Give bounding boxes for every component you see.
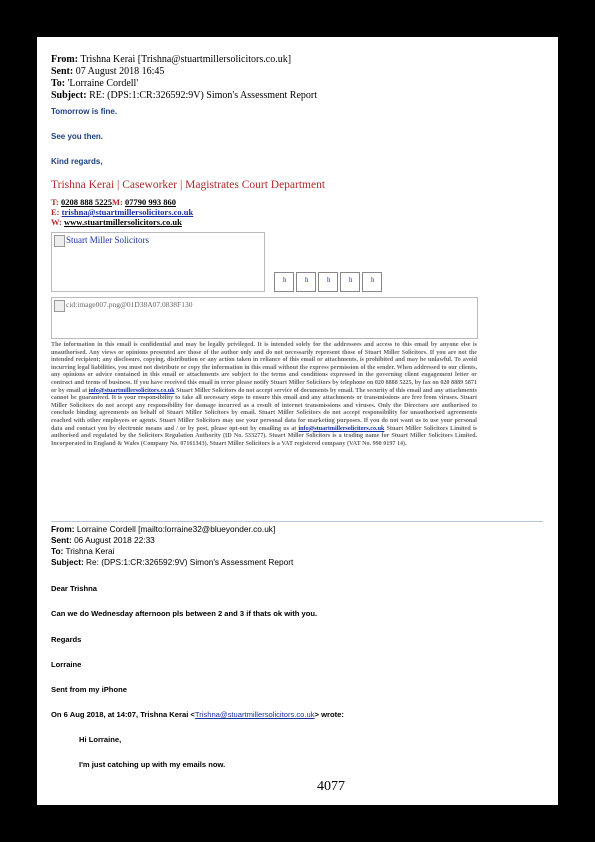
to-label: To:	[51, 78, 66, 89]
disclaimer-text-b: Stuart Miller Solicitors do not accept service of documents by email. The security of this email and any attachments cannot be guaranteed. It is your responsibility to take all necessary steps to ensure this email and any attachments or transmissions are free from viruses. Stuart Miller Solicitors do not accept any responsibility for damage incurred as a result of internet transmissions and viruses. Only the Directors are authorised to conclude binding agreements on behalf of Stuart Miller Solicitors by email. Stuart Miller Solicitors do not accept responsibility for unauthorised agreements reached with other employees or agents. Stuart Miller Solicitors may use your personal data for marketing purposes. If you do not want us to use your personal data and contact you by electronic means and / or by post, please opt-out by emailing us at	[51, 387, 477, 432]
quoted-intro	[51, 710, 344, 719]
social-alt-1: h	[283, 276, 287, 284]
subject-value: Re: (DPS:1:CR:326592:9V) Simon's Assessment Report	[86, 557, 294, 567]
disclaimer-email-link-1[interactable]: info@stuartmillersolicitors.co.uk	[88, 387, 175, 394]
signature-phone-line	[51, 197, 176, 207]
disclaimer-text-c: Stuart Miller Solicitors Limited is authorised and regulated by the Solicitors Regulation Authority (ID No. 533277). Stuart Miller Solicitors is a trading name for Stuart Miller Solicitors Limited. Incorporated in England & Wales (Company No. 07161343). Stuart Miller Solicitors is a VAT registered company (VAT No. 990 0197 14).	[51, 425, 478, 447]
email1-line1: Tomorrow is fine.	[51, 107, 118, 116]
page-number: 4077	[317, 779, 345, 794]
email2-body: Can we do Wednesday afternoon pls between 2 and 3 if thats ok with you.	[51, 609, 318, 618]
phone-label: T:	[51, 197, 59, 207]
web-link[interactable]: www.stuartmillersolicitors.co.uk	[64, 217, 182, 227]
sent-value: 06 August 2018 22:33	[74, 535, 155, 545]
from-label: From:	[51, 54, 79, 65]
social-alt-4: h	[349, 276, 353, 284]
sent-label: Sent:	[51, 66, 74, 77]
social-alt-2: h	[305, 276, 309, 284]
subject-label: Subject:	[51, 557, 84, 567]
email1-to-line	[51, 78, 138, 89]
email-label: E:	[51, 207, 60, 217]
quoted-body: I'm just catching up with my emails now.	[79, 760, 226, 769]
social-icon-1[interactable]	[274, 272, 294, 292]
from-value: Trishna Kerai [Trishna@stuartmillersolicitors.co.uk]	[80, 54, 292, 65]
email1-line2: See you then.	[51, 132, 104, 141]
email1-subject-line	[51, 90, 317, 101]
email-separator	[51, 521, 543, 522]
document-page	[37, 37, 558, 805]
signature-name-line: Trishna Kerai | Caseworker | Magistrates Court Department	[51, 179, 326, 191]
mobile-value: 07790 993 860	[124, 197, 176, 207]
email2-regards: Regards	[51, 635, 82, 644]
email2-sent-from: Sent from my iPhone	[51, 685, 127, 694]
company-logo-image	[51, 232, 265, 292]
subject-value: RE: (DPS:1:CR:326592:9V) Simon's Assessment Report	[89, 90, 317, 101]
social-icon-2[interactable]	[296, 272, 316, 292]
quote-intro-a: On 6 Aug 2018, at 14:07, Trishna Kerai <	[51, 710, 195, 719]
phone-value: 0208 888 5225	[61, 197, 112, 207]
signature-banner-image	[51, 297, 478, 339]
email2-to-line	[51, 546, 115, 557]
social-alt-5: h	[371, 276, 375, 284]
email2-from-line	[51, 524, 275, 535]
to-label: To:	[51, 546, 64, 556]
email-link[interactable]: trishna@stuartmillersolicitors.co.uk	[61, 207, 194, 217]
legal-disclaimer	[51, 342, 477, 448]
email2-sent-line	[51, 535, 155, 546]
email1-line3: Kind regards,	[51, 157, 103, 166]
social-icon-4[interactable]	[340, 272, 360, 292]
quoted-greeting: Hi Lorraine,	[79, 735, 122, 744]
subject-label: Subject:	[51, 90, 87, 101]
email2-name: Lorraine	[51, 660, 82, 669]
email1-from-line	[51, 54, 291, 65]
mobile-label: M:	[112, 197, 123, 207]
email2-greeting: Dear Trishna	[51, 584, 98, 593]
to-value: 'Lorraine Cordell'	[67, 78, 139, 89]
web-label: W:	[51, 217, 62, 227]
to-value: Trishna Kerai	[65, 546, 115, 556]
signature-email-line	[51, 207, 193, 217]
from-label: From:	[51, 524, 75, 534]
signature-web-line	[51, 217, 182, 227]
email2-subject-line	[51, 557, 293, 568]
email1-sent-line	[51, 66, 164, 77]
broken-image-icon	[54, 300, 65, 312]
logo-alt-text: Stuart Miller Solicitors	[66, 235, 149, 245]
social-icon-5[interactable]	[362, 272, 382, 292]
social-alt-3: h	[327, 276, 331, 284]
banner-alt-text: cid:image007.png@01D38A07.0838F130	[66, 300, 193, 309]
from-value: Lorraine Cordell [mailto:lorraine32@blueyonder.co.uk]	[76, 524, 276, 534]
social-icon-3[interactable]	[318, 272, 338, 292]
quote-intro-b: > wrote:	[314, 710, 344, 719]
disclaimer-text-a: The information in this email is confidential and may be legally privileged. It is intended solely for the addressees and access to this email by anyone else is unauthorised. Any views or opinions presented are those of the author only and do not necessarily represent those of Stuart Miller Solicitors. If you are not the intended recipient; any disclosure, copying, distribution or any action taken in reliance of this email or attachments, is prohibited and may be unlawful. To avoid incurring legal liabilities, you must not distribute or copy the information in this email without the express permission of the sender. When addressed to our clients, any opinions or advice contained in this email or attachments are subject to the terms and conditions expressed in the governing client engagement letter or contract and terms of business. If you have received this email in error please notify Stuart Miller Solicitors by telephone on 020 8888 5225, by fax on 020 8889 5871 or by email at	[51, 342, 477, 394]
sent-label: Sent:	[51, 535, 72, 545]
disclaimer-email-link-2[interactable]: info@stuartmillersolicitors.co.uk	[298, 425, 385, 432]
quote-email-link[interactable]: Trishna@stuartmillersolicitors.co.uk	[194, 710, 315, 719]
broken-image-icon	[54, 235, 65, 247]
sent-value: 07 August 2018 16:45	[75, 66, 165, 77]
